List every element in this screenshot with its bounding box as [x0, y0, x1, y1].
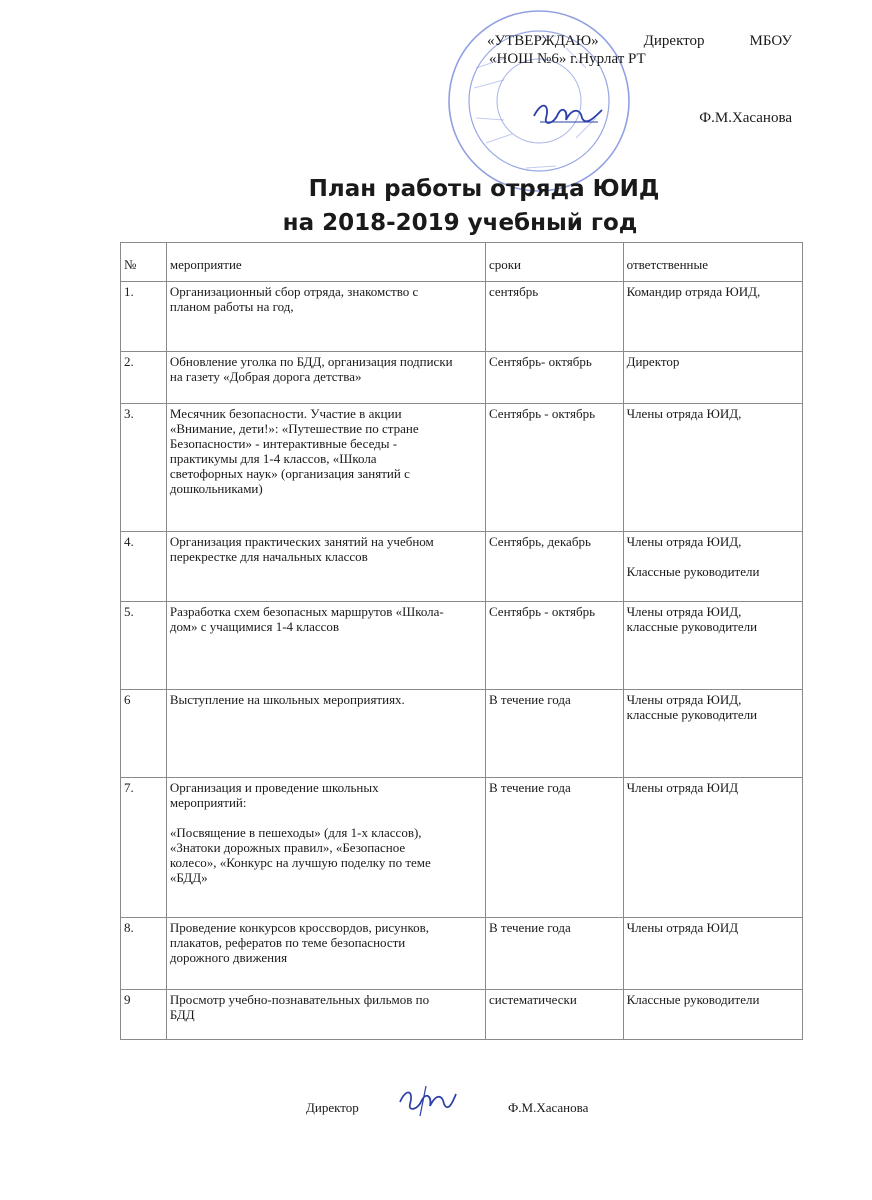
row-term: Сентябрь- октябрь — [485, 352, 623, 404]
row-responsible — [623, 602, 802, 690]
row-responsible — [623, 918, 802, 990]
event-line: плакатов, рефератов по теме безопасности — [169, 935, 406, 950]
event-line: БДД — [169, 1007, 195, 1022]
footer-position: Директор — [306, 1100, 359, 1115]
event-line: дорожного движения — [169, 950, 288, 965]
event-line: Разработка схем безопасных маршрутов «Школа- — [169, 604, 444, 619]
responsible-line: Классные руководители — [626, 992, 760, 1007]
responsible-line: классные руководители — [626, 619, 758, 634]
event-line: мероприятий: — [169, 795, 247, 810]
event-line: светофорных наук» (организация занятий с — [169, 466, 410, 481]
event-line: Обновление уголка по БДД, организация подписки — [169, 354, 453, 369]
responsible-line: Члены отряда ЮИД, — [626, 604, 742, 619]
row-event — [166, 602, 485, 690]
row-term: Сентябрь - октябрь — [485, 602, 623, 690]
plan-table — [120, 242, 803, 1040]
event-line: перекрестке для начальных классов — [169, 549, 368, 564]
responsible-line: Члены отряда ЮИД — [626, 920, 739, 935]
responsible-line: Члены отряда ЮИД, — [626, 692, 742, 707]
table-header-row — [121, 243, 803, 282]
event-line: практикумы для 1-4 классов, «Школа — [169, 451, 377, 466]
row-number: 7. — [121, 778, 167, 918]
approval-signer-name: Ф.М.Хасанова — [699, 110, 792, 126]
row-term: Сентябрь - октябрь — [485, 404, 623, 532]
row-event — [166, 352, 485, 404]
document-subtitle: на 2018-2019 учебный год — [282, 210, 638, 236]
table-row — [121, 282, 803, 352]
footer-name: Ф.М.Хасанова — [508, 1100, 589, 1115]
row-number: 1. — [121, 282, 167, 352]
document-title: План работы отряда ЮИД — [308, 176, 660, 202]
approval-org: МБОУ — [749, 33, 792, 49]
row-number: 6 — [121, 690, 167, 778]
header-event: мероприятие — [166, 243, 485, 282]
approval-position: Директор — [643, 33, 705, 49]
row-responsible — [623, 404, 802, 532]
responsible-line: Директор — [626, 354, 680, 369]
event-line: Организация и проведение школьных — [169, 780, 379, 795]
responsible-line: Классные руководители — [626, 564, 760, 579]
row-event — [166, 532, 485, 602]
responsible-line: классные руководители — [626, 707, 758, 722]
header-number: № — [121, 243, 167, 282]
row-number: 9 — [121, 990, 167, 1040]
event-line: дом» с учащимися 1-4 классов — [169, 619, 340, 634]
event-line: Проведение конкурсов кроссвордов, рисунков, — [169, 920, 430, 935]
row-number: 2. — [121, 352, 167, 404]
row-event — [166, 282, 485, 352]
event-line: планом работы на год, — [169, 299, 294, 314]
row-term: Сентябрь, декабрь — [485, 532, 623, 602]
event-line: Месячник безопасности. Участие в акции — [169, 406, 402, 421]
event-line — [170, 810, 482, 825]
event-line: Безопасности» - интерактивные беседы - — [169, 436, 398, 451]
row-term: В течение года — [485, 690, 623, 778]
table-row — [121, 778, 803, 918]
responsible-line — [627, 549, 799, 564]
event-line: «Посвящение в пешеходы» (для 1-х классов), — [169, 825, 422, 840]
event-line: колесо», «Конкурс на лучшую поделку по теме — [169, 855, 431, 870]
responsible-line: Члены отряда ЮИД — [626, 780, 739, 795]
row-event — [166, 918, 485, 990]
row-number: 3. — [121, 404, 167, 532]
director-signature-top — [528, 96, 608, 132]
row-number: 8. — [121, 918, 167, 990]
row-responsible — [623, 532, 802, 602]
approval-school: «НОШ №6» г.Нурлат РТ — [489, 51, 646, 67]
row-event — [166, 778, 485, 918]
row-term: В течение года — [485, 918, 623, 990]
row-responsible — [623, 778, 802, 918]
event-line: Организационный сбор отряда, знакомство с — [169, 284, 419, 299]
event-line: Организация практических занятий на учебном — [169, 534, 434, 549]
row-responsible — [623, 352, 802, 404]
table-row — [121, 352, 803, 404]
table-row — [121, 404, 803, 532]
approval-stamp-label: «УТВЕРЖДАЮ» — [487, 33, 599, 49]
responsible-line: Командир отряда ЮИД, — [626, 284, 761, 299]
row-number: 4. — [121, 532, 167, 602]
row-responsible — [623, 990, 802, 1040]
responsible-line: Члены отряда ЮИД, — [626, 534, 742, 549]
director-signature-bottom — [396, 1084, 460, 1118]
table-row — [121, 690, 803, 778]
event-line: Просмотр учебно-познавательных фильмов по — [169, 992, 430, 1007]
row-responsible — [623, 690, 802, 778]
table-row — [121, 532, 803, 602]
row-responsible — [623, 282, 802, 352]
responsible-line: Члены отряда ЮИД, — [626, 406, 742, 421]
event-line: на газету «Добрая дорога детства» — [169, 369, 362, 384]
row-event — [166, 404, 485, 532]
event-line: «Знатоки дорожных правил», «Безопасное — [169, 840, 406, 855]
row-term: систематически — [485, 990, 623, 1040]
row-number: 5. — [121, 602, 167, 690]
event-line: «БДД» — [169, 870, 208, 885]
row-event — [166, 990, 485, 1040]
table-row — [121, 602, 803, 690]
row-event — [166, 690, 485, 778]
header-responsible: ответственные — [623, 243, 802, 282]
row-term: сентябрь — [485, 282, 623, 352]
event-line: Выступление на школьных мероприятиях. — [169, 692, 405, 707]
event-line: «Внимание, дети!»: «Путешествие по стране — [169, 421, 419, 436]
header-term: сроки — [485, 243, 623, 282]
event-line: дошкольниками) — [169, 481, 263, 496]
table-row — [121, 918, 803, 990]
row-term: В течение года — [485, 778, 623, 918]
table-row — [121, 990, 803, 1040]
